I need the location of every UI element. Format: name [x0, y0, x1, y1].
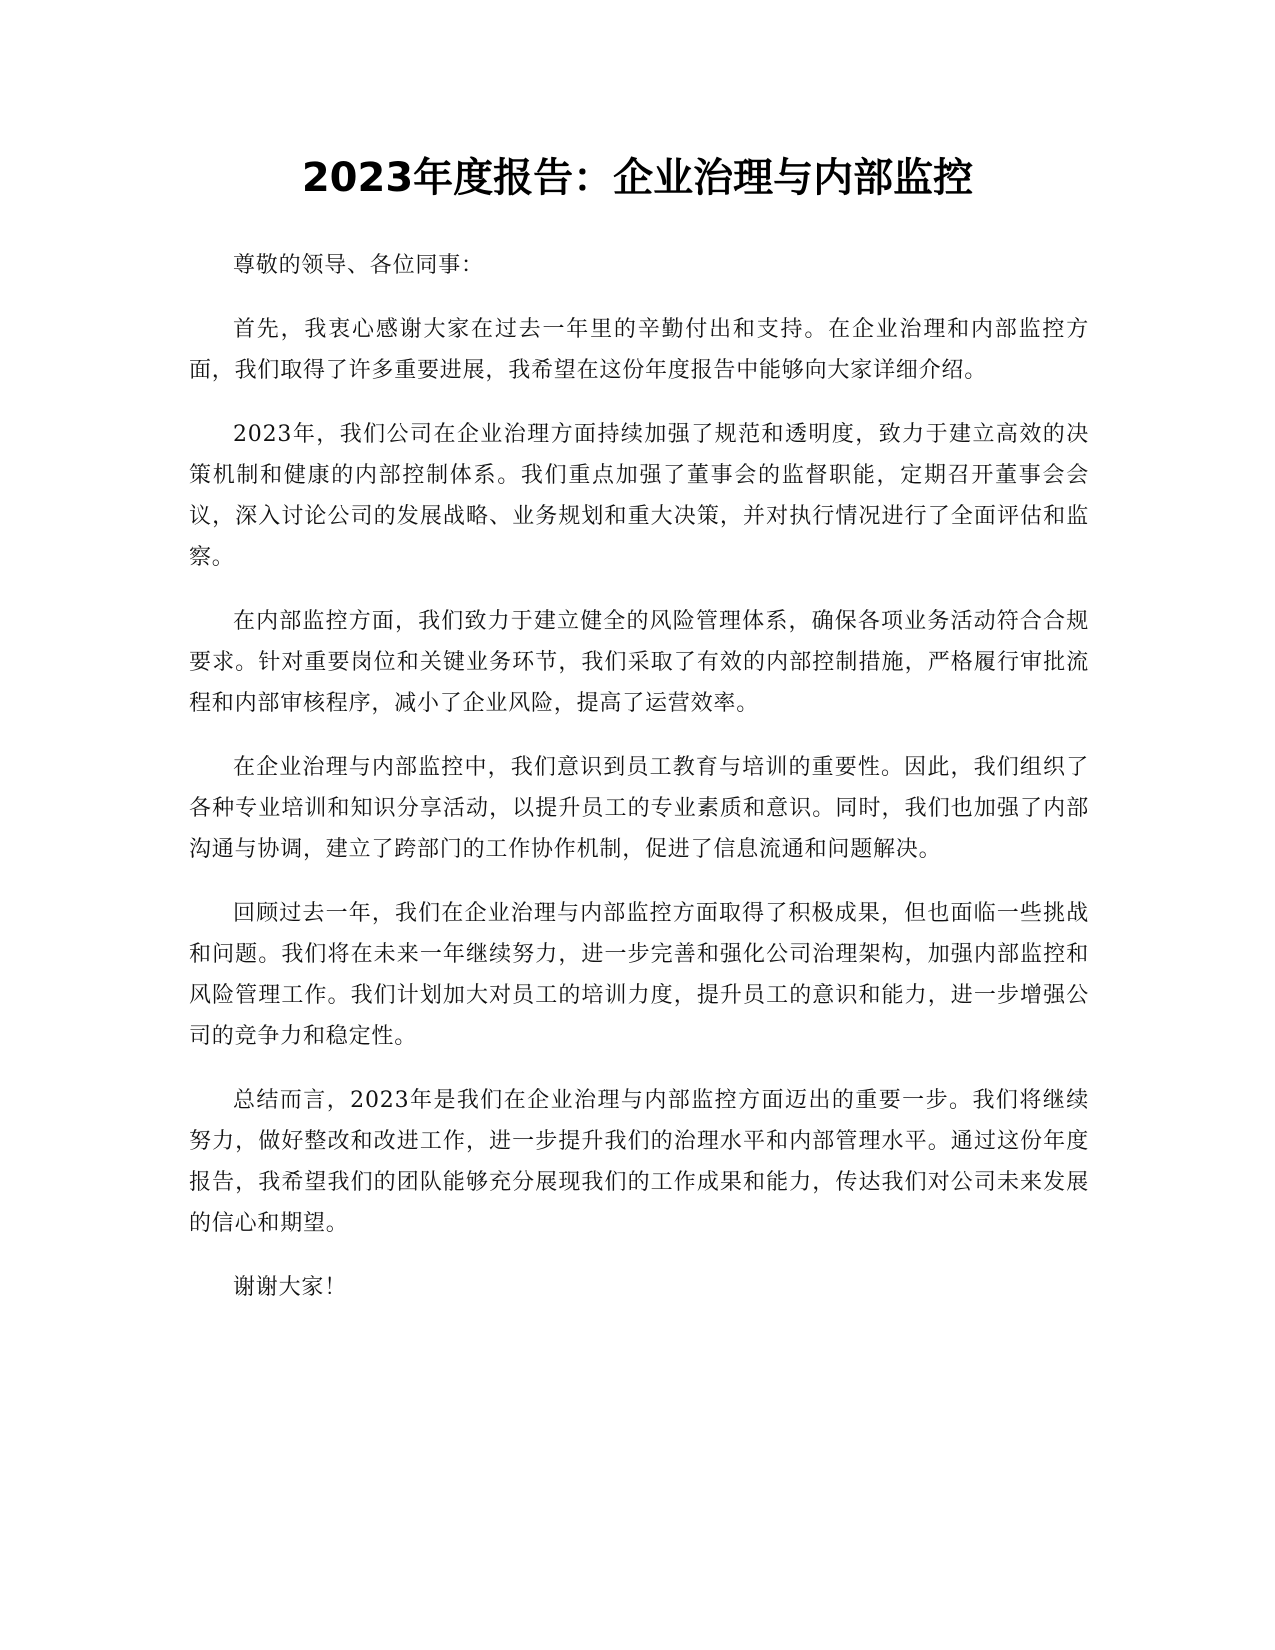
body-paragraph: 在企业治理与内部监控中，我们意识到员工教育与培训的重要性。因此，我们组织了各种专业培训和知识分享活动，以提升员工的专业素质和意识。同时，我们也加强了内部沟通与协调，建立了跨部门的工作协作机制，促进了信息流通和问题解决。 [189, 755, 1089, 862]
body-paragraph: 首先，我衷心感谢大家在过去一年里的辛勤付出和支持。在企业治理和内部监控方面，我们取得了许多重要进展，我希望在这份年度报告中能够向大家详细介绍。 [189, 317, 1089, 383]
document-title: 2023年度报告：企业治理与内部监控 [301, 155, 974, 201]
body-paragraph: 在内部监控方面，我们致力于建立健全的风险管理体系，确保各项业务活动符合合规要求。针对重要岗位和关键业务环节，我们采取了有效的内部控制措施，严格履行审批流程和内部审核程序，减小了企业风险，提高了运营效率。 [189, 609, 1089, 716]
body-paragraph: 2023年，我们公司在企业治理方面持续加强了规范和透明度，致力于建立高效的决策机制和健康的内部控制体系。我们重点加强了董事会的监督职能，定期召开董事会会议，深入讨论公司的发展战略、业务规划和重大决策，并对执行情况进行了全面评估和监察。 [189, 422, 1089, 570]
salutation-paragraph: 尊敬的领导、各位同事： [233, 253, 484, 278]
body-paragraph: 总结而言，2023年是我们在企业治理与内部监控方面迈出的重要一步。我们将继续努力，做好整改和改进工作，进一步提升我们的治理水平和内部管理水平。通过这份年度报告，我希望我们的团队能够充分展现我们的工作成果和能力，传达我们对公司未来发展的信心和期望。 [189, 1088, 1089, 1236]
document-body [189, 245, 1089, 1331]
closing-paragraph: 谢谢大家！ [233, 1275, 348, 1300]
body-paragraph: 回顾过去一年，我们在企业治理与内部监控方面取得了积极成果，但也面临一些挑战和问题。我们将在未来一年继续努力，进一步完善和强化公司治理架构，加强内部监控和风险管理工作。我们计划加大对员工的培训力度，提升员工的意识和能力，进一步增强公司的竞争力和稳定性。 [189, 901, 1089, 1049]
